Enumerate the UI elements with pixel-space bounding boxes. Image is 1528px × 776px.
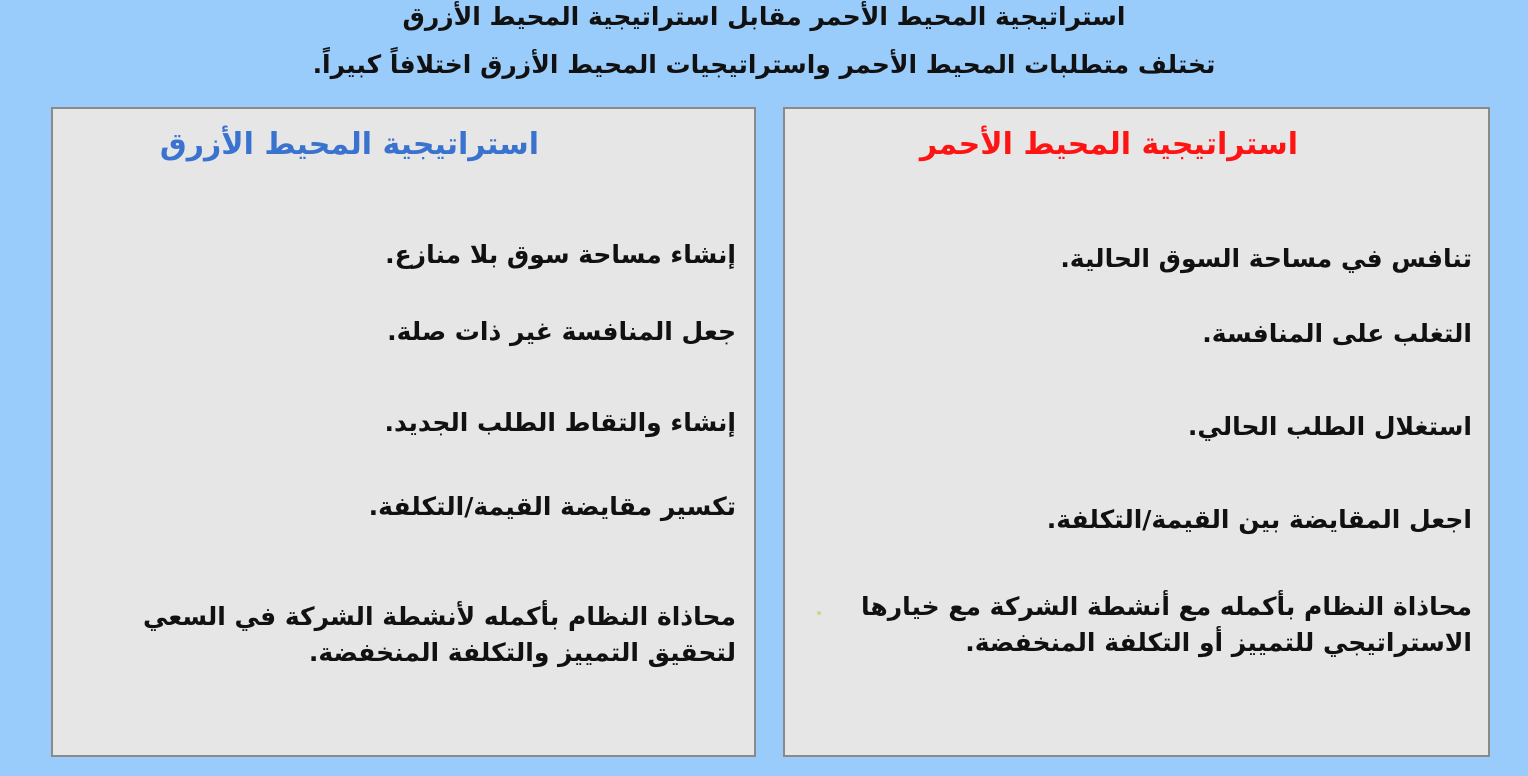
blue-ocean-item-1: إنشاء مساحة سوق بلا منازع. xyxy=(385,240,736,269)
red-ocean-item-5-line-1: محاذاة النظام بأكمله مع أنشطة الشركة مع خيارها xyxy=(860,592,1472,621)
page-subtitle: تختلف متطلبات المحيط الأحمر واستراتيجيات المحيط الأزرق اختلافاً كبيراً. xyxy=(312,50,1216,79)
red-ocean-item-4: اجعل المقايضة بين القيمة/التكلفة. xyxy=(1046,505,1472,534)
blue-ocean-item-5-line-2: لتحقيق التمييز والتكلفة المنخفضة. xyxy=(308,638,736,667)
blue-ocean-item-4: تكسير مقايضة القيمة/التكلفة. xyxy=(368,492,736,521)
red-ocean-item-5-line-2: الاستراتيجي للتمييز أو التكلفة المنخفضة. xyxy=(965,628,1472,657)
page-title: استراتيجية المحيط الأحمر مقابل استراتيجية المحيط الأزرق xyxy=(402,2,1126,31)
decorative-dot xyxy=(817,611,821,615)
red-ocean-item-3: استغلال الطلب الحالي. xyxy=(1187,412,1472,441)
red-ocean-title: استراتيجية المحيط الأحمر xyxy=(919,127,1298,162)
blue-ocean-panel xyxy=(51,107,756,757)
blue-ocean-item-5-line-1: محاذاة النظام بأكمله لأنشطة الشركة في السعي xyxy=(143,602,736,631)
red-ocean-item-2: التغلب على المنافسة. xyxy=(1202,319,1472,348)
blue-ocean-title: استراتيجية المحيط الأزرق xyxy=(159,127,539,162)
red-ocean-panel xyxy=(783,107,1490,757)
red-ocean-item-1: تنافس في مساحة السوق الحالية. xyxy=(1060,244,1472,273)
blue-ocean-item-3: إنشاء والتقاط الطلب الجديد. xyxy=(384,408,736,437)
blue-ocean-item-2: جعل المنافسة غير ذات صلة. xyxy=(387,317,736,346)
